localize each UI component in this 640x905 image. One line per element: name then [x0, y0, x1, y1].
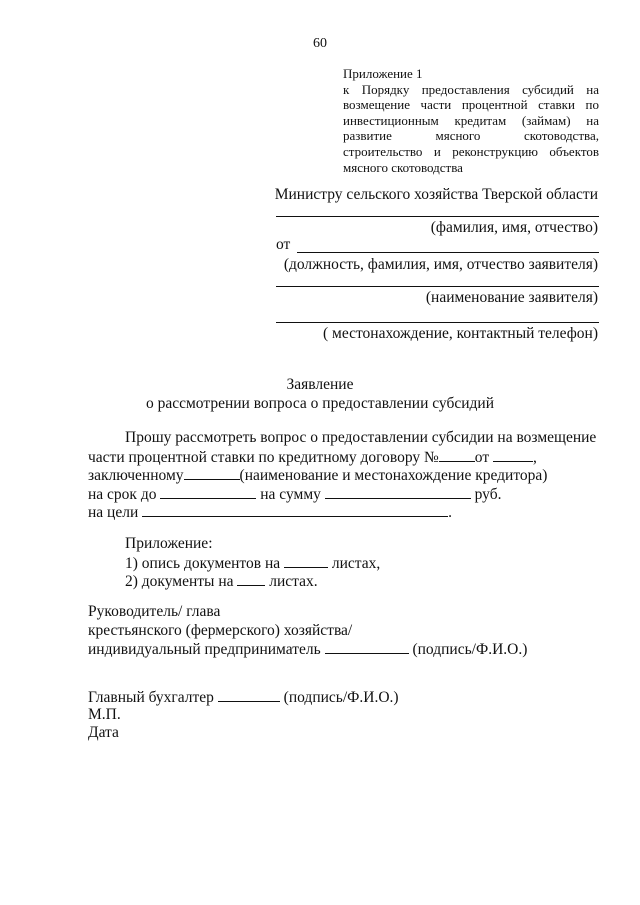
creditor-caption: (наименование и местонахождение кредитора) [239, 467, 548, 484]
appendix-title: Приложение 1 [343, 66, 423, 81]
head-signature-caption: (подпись/Ф.И.О.) [412, 641, 528, 658]
contract-number-blank [439, 448, 475, 462]
head-line-2: крестьянского (фермерского) хозяйства/ [88, 622, 353, 639]
accountant-text: Главный бухгалтер [88, 689, 214, 706]
position-caption: (должность, фамилия, имя, отчество заявителя) [283, 256, 598, 273]
body-line-3 [88, 466, 547, 485]
pages-blank [237, 572, 265, 586]
appendix-line: строительство и реконструкцию объектов [343, 143, 599, 159]
attachment-item-1 [125, 554, 380, 573]
period-text: . [448, 504, 453, 521]
from-text: от [474, 449, 490, 466]
statement-title: Заявление [286, 376, 354, 393]
page-number: 60 [313, 36, 327, 51]
appendix-note [343, 66, 599, 175]
attachment-item-2-text: 2) документы на [125, 573, 234, 590]
term-blank [160, 485, 256, 499]
body-line-1: Прошу рассмотреть вопрос о предоставлении субсидии на возмещение [125, 429, 597, 446]
attachment-item-1-text: 1) опись документов на [125, 555, 281, 572]
date-label: Дата [88, 724, 119, 741]
attachment-item-1-suffix: листах, [331, 555, 381, 572]
amount-blank [325, 485, 471, 499]
stamp-label: М.П. [88, 706, 121, 723]
accountant-signature-caption: (подпись/Ф.И.О.) [283, 689, 399, 706]
attachment-item-2 [125, 572, 318, 591]
body-line-4 [88, 485, 501, 504]
body-line-5 [88, 503, 452, 522]
currency-text: руб. [474, 486, 502, 503]
attachment-item-2-suffix: листах. [269, 573, 318, 590]
applicant-field-line [276, 286, 599, 287]
statement-subtitle: о рассмотрении вопроса о предоставлении субсидий [145, 395, 495, 412]
position-field-line [297, 252, 599, 253]
accountant-signature-blank [218, 688, 280, 702]
comma-text: , [533, 449, 537, 466]
fio-caption: (фамилия, имя, отчество) [430, 219, 598, 236]
from-label: от [276, 236, 291, 253]
head-signature-blank [325, 640, 409, 654]
entrepreneur-text: индивидуальный предприниматель [88, 641, 321, 658]
body-line-2 [88, 448, 537, 467]
contract-text: части процентной ставки по кредитному договору № [88, 449, 439, 466]
amount-text: на сумму [260, 486, 321, 503]
accountant-line [88, 688, 399, 707]
attachments-heading: Приложение: [125, 535, 213, 552]
appendix-line: к Порядку предоставления субсидий на [343, 81, 599, 97]
contract-date-blank [493, 448, 533, 462]
appendix-line: мясного скотоводства [343, 159, 463, 175]
appendix-line: возмещение части процентной ставки по [343, 97, 599, 113]
purpose-text: на цели [88, 504, 139, 521]
addressee-ministry: Министру сельского хозяйства Тверской области [274, 186, 598, 203]
fio-field-line [276, 216, 599, 217]
location-field-line [276, 322, 599, 323]
creditor-blank [184, 466, 240, 480]
location-caption: ( местонахождение, контактный телефон) [322, 325, 598, 342]
appendix-line: развитие мясного скотоводства, [343, 128, 599, 144]
head-line-1: Руководитель/ глава [88, 603, 221, 620]
term-text: на срок до [88, 486, 157, 503]
head-line-3 [88, 640, 527, 659]
appendix-line: инвестиционным кредитам (займам) на [343, 112, 599, 128]
pages-blank [284, 554, 328, 568]
concluded-text: заключенному [88, 467, 184, 484]
purpose-blank [142, 503, 448, 517]
applicant-caption: (наименование заявителя) [425, 289, 598, 306]
